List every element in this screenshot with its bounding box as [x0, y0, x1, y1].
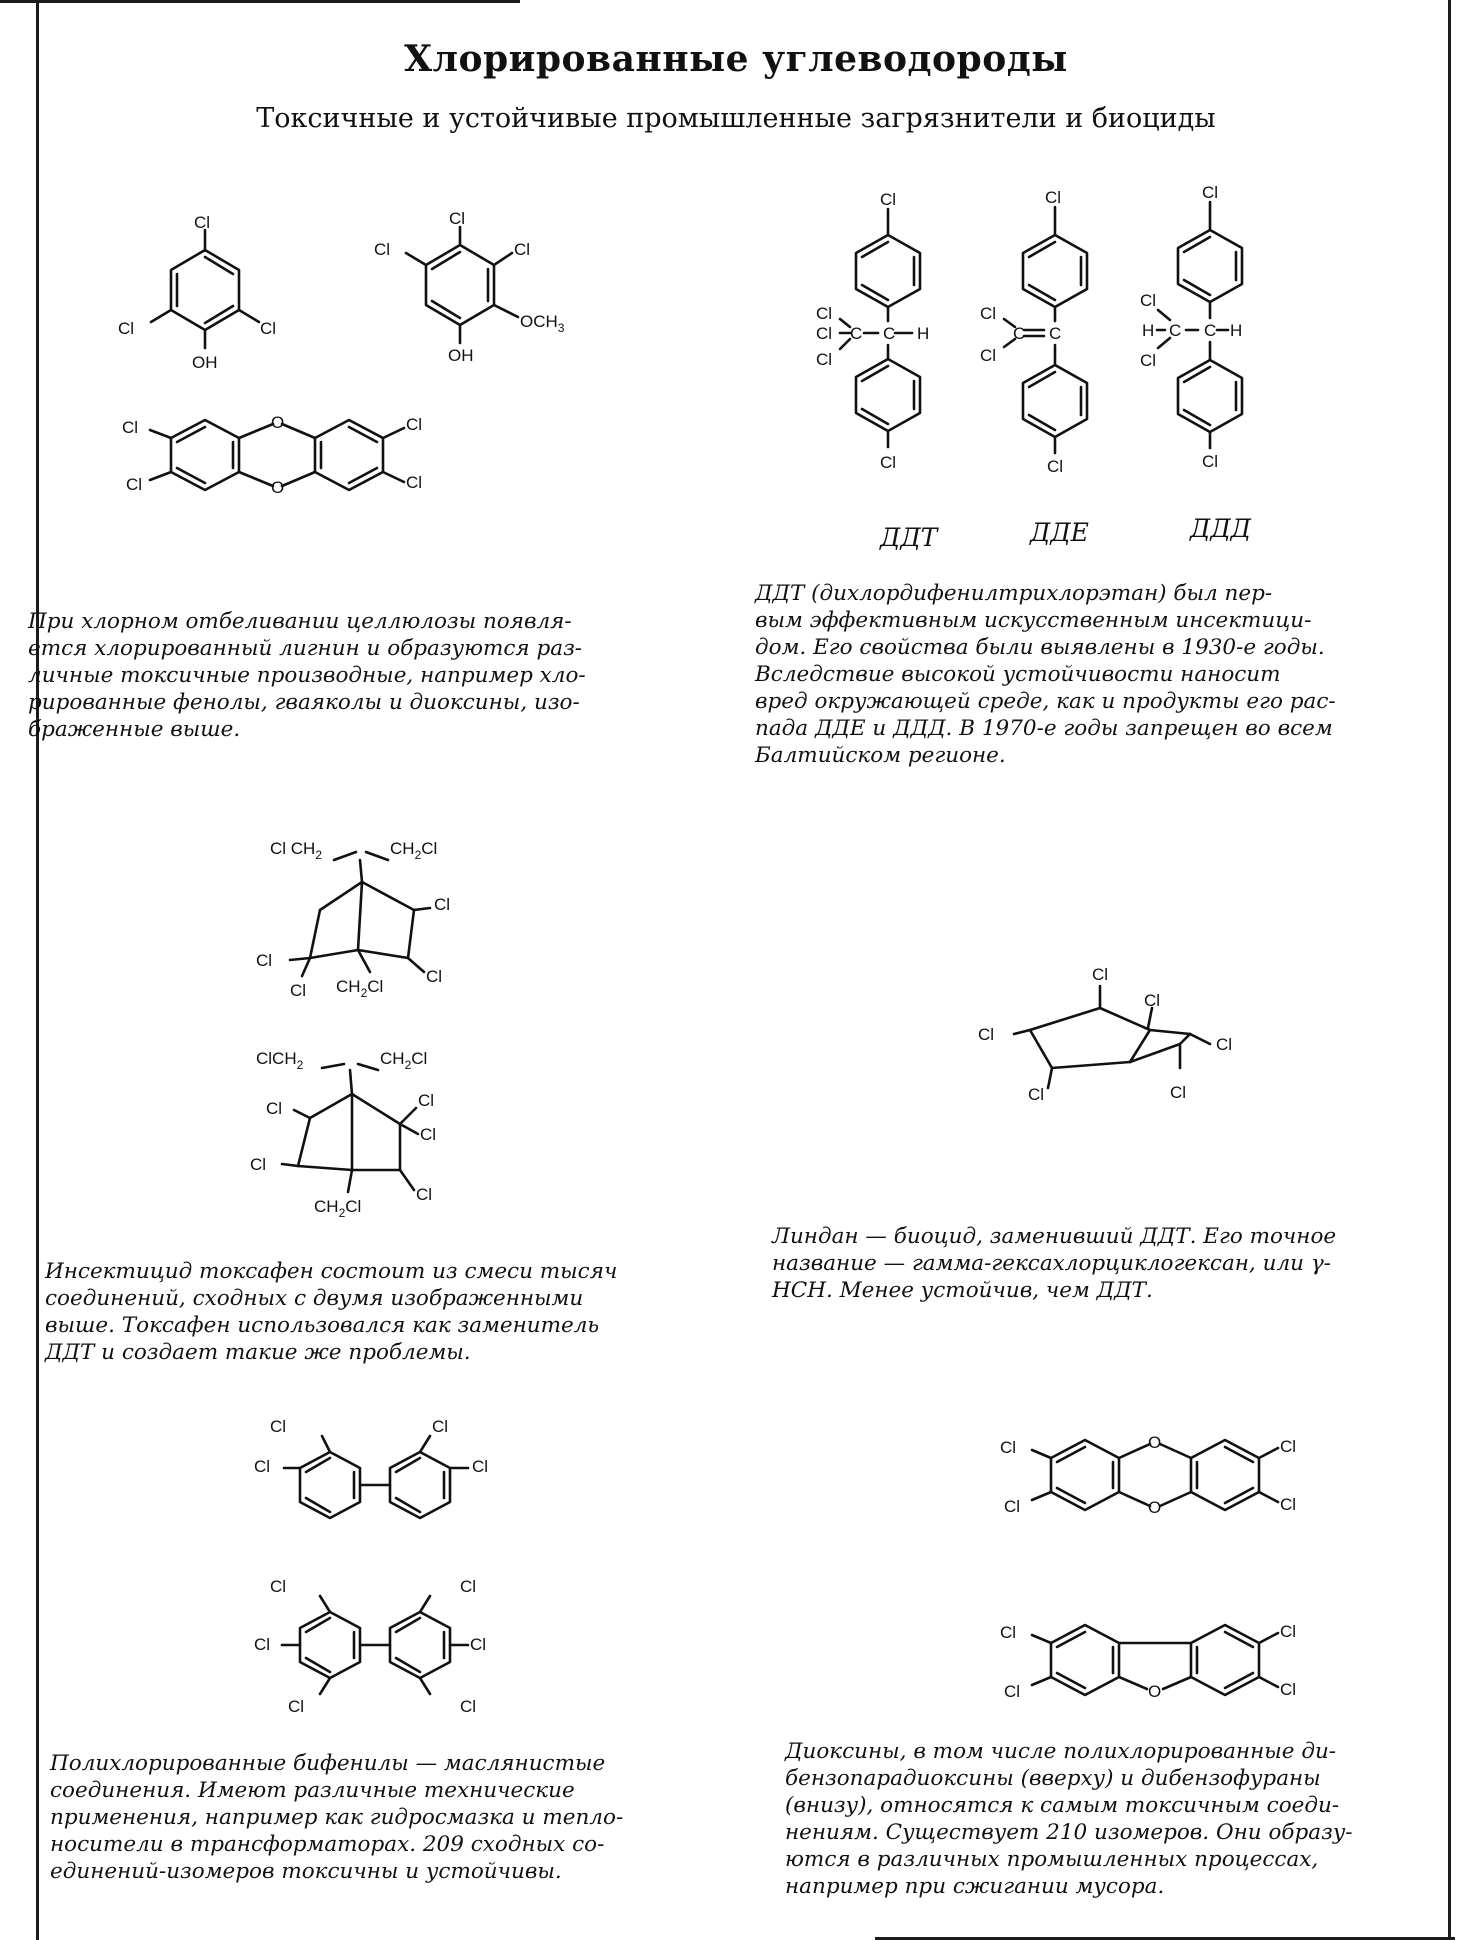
- atom-cl: Cl: [426, 967, 443, 986]
- label-ddt: ДДТ: [880, 523, 938, 552]
- atom-cl: Cl: [449, 209, 466, 228]
- atom-ch2cl: $CH_2Cl$: [380, 1049, 428, 1072]
- atom-cl: Cl: [1047, 457, 1064, 476]
- atom-o: O: [271, 478, 285, 497]
- atom-cl: Cl: [420, 1125, 437, 1144]
- caption-pcb: Полихлорированные бифенилы — маслянистые соединения. Имеют различные технические применения, например как гидросмазка и тепло- носители в трансформаторах. 209 сходных со- единений-изомеров токсичны и устойчивы.: [50, 1751, 624, 1884]
- atom-cl: Cl: [1004, 1682, 1021, 1701]
- atom-cl: Cl: [418, 1091, 435, 1110]
- atom-cl: Cl: [254, 1457, 271, 1476]
- ddt-structure: [800, 185, 960, 485]
- atom-cl: Cl: [250, 1155, 267, 1174]
- atom-o: O: [1148, 1682, 1162, 1701]
- caption-lignin: При хлорном отбеливании целлюлозы появля- ется хлорированный лигнин и образуются раз- личные токсичные производные, например хло- рированные фенолы, гваяколы и диоксины, изо- браженные выше.: [28, 609, 586, 742]
- atom-cl: Cl: [472, 1457, 489, 1476]
- atom-cl: Cl: [126, 475, 143, 494]
- atom-cl: Cl: [406, 415, 423, 434]
- toxaphene-structure-1: [250, 830, 510, 1020]
- atom-cl: Cl: [978, 1025, 995, 1044]
- atom-c: C: [1169, 321, 1182, 340]
- atom-cl: Cl: [980, 346, 997, 365]
- atom-cl: Cl: [266, 1099, 283, 1118]
- atom-cl: Cl: [1000, 1438, 1017, 1457]
- caption-dioxins: Диоксины, в том числе полихлорированные ди- бензопарадиоксины (вверху) и дибензофураны (внизу), относятся к самым токсичным соеди- нениям. Существует 210 изомеров. Они образу- ются в различных промышленных процессах, например при сжигании мусора.: [785, 1739, 1353, 1899]
- atom-h: H: [1142, 321, 1155, 340]
- atom-cl: Cl: [194, 213, 211, 232]
- atom-ch2cl: $CH_2Cl$: [390, 839, 438, 862]
- atom-oh: OH: [192, 353, 218, 372]
- atom-cl: Cl: [880, 190, 897, 209]
- atom-cl: Cl: [1140, 291, 1157, 310]
- atom-ch2cl: $CH_2Cl$: [336, 977, 384, 1000]
- atom-cl: Cl: [122, 418, 139, 437]
- atom-cl: Cl: [1000, 1623, 1017, 1642]
- page-title: Хлорированные углеводороды: [404, 38, 1068, 80]
- dibenzofuran-structure: [990, 1605, 1310, 1715]
- atom-c: C: [1049, 324, 1062, 343]
- atom-c: C: [1204, 321, 1217, 340]
- atom-cl: Cl: [816, 350, 833, 369]
- atom-och3: $OCH_3$: [520, 312, 565, 335]
- trichlorophenol-structure: [110, 210, 300, 390]
- chloroguaiacol-structure: [360, 205, 600, 380]
- caption-toxaphene: Инсектицид токсафен состоит из смеси тысяч соединений, сходных с двумя изображенными выше. Токсафен использовался как заменитель ДДТ и создает такие же проблемы.: [45, 1259, 618, 1365]
- atom-cl: Cl: [980, 304, 997, 323]
- atom-h: H: [917, 324, 930, 343]
- atom-cl: Cl: [1280, 1495, 1297, 1514]
- atom-cl: Cl: [1144, 991, 1161, 1010]
- atom-ch2cl: $CH_2Cl$: [314, 1197, 362, 1220]
- atom-clch2: ClCH$_2$: [256, 1049, 304, 1072]
- atom-cl: Cl: [1202, 452, 1219, 471]
- ddd-structure: [1120, 180, 1280, 480]
- atom-c: C: [883, 324, 896, 343]
- atom-cl: Cl: [1045, 188, 1062, 207]
- atom-cl: Cl: [260, 319, 277, 338]
- atom-cl: Cl: [1202, 183, 1219, 202]
- atom-cl: Cl: [270, 1417, 287, 1436]
- atom-cl: Cl: [270, 1577, 287, 1596]
- atom-o: O: [1148, 1433, 1162, 1452]
- page-border-left: [36, 0, 39, 1940]
- atom-cl: Cl: [1280, 1622, 1297, 1641]
- page-border-top: [0, 0, 520, 3]
- atom-cl: Cl: [118, 319, 135, 338]
- pcb-structure-2: [250, 1570, 530, 1720]
- atom-cl: Cl: [254, 1635, 271, 1654]
- atom-cl: Cl: [514, 240, 531, 259]
- atom-cl: Cl: [374, 240, 391, 259]
- atom-o: O: [271, 413, 285, 432]
- atom-o: O: [1148, 1498, 1162, 1517]
- atom-cl: Cl: [1280, 1680, 1297, 1699]
- toxaphene-structure-2: [240, 1040, 500, 1230]
- atom-cl: Cl: [1004, 1497, 1021, 1516]
- atom-oh: OH: [448, 346, 474, 365]
- caption-ddt: ДДТ (дихлордифенилтрихлорэтан) был пер- вым эффективным искусственным инсектици- дом. Его свойства были выявлены в 1930-е годы. Вследствие высокой устойчивости наносит вред окружающей среде, как и продукты его рас- пада ДДЕ и ДДД. В 1970-е годы запрещен во всем Балтийском регионе.: [755, 581, 1336, 768]
- atom-cl: Cl: [434, 895, 451, 914]
- caption-lindane: Линдан — биоцид, заменивший ДДТ. Его точное название — гамма-гексахлорциклогексан, или γ- HCH. Менее устойчив, чем ДДТ.: [772, 1224, 1337, 1303]
- dde-structure: [960, 185, 1120, 485]
- label-ddd: ДДД: [1190, 514, 1251, 543]
- tcdd-structure-left: [110, 400, 450, 510]
- page-border-right: [1448, 0, 1451, 1940]
- atom-cl: Cl: [1216, 1035, 1233, 1054]
- atom-cl: Cl: [816, 304, 833, 323]
- atom-cl: Cl: [880, 453, 897, 472]
- atom-cl: Cl: [1140, 351, 1157, 370]
- lindane-structure: [970, 950, 1250, 1110]
- page-subtitle: Токсичные и устойчивые промышленные загрязнители и биоциды: [256, 103, 1216, 134]
- atom-cl: Cl: [432, 1417, 449, 1436]
- tcdd-structure-right: [990, 1420, 1310, 1530]
- atom-cl: Cl: [1092, 965, 1109, 984]
- atom-c: C: [850, 324, 863, 343]
- atom-cl: Cl: [290, 981, 307, 1000]
- pcb-structure-1: [250, 1410, 520, 1540]
- atom-c: C: [1013, 324, 1026, 343]
- atom-cl: Cl: [416, 1185, 433, 1204]
- atom-cl: Cl: [288, 1697, 305, 1716]
- label-dde: ДДЕ: [1030, 518, 1089, 547]
- atom-cl: Cl: [1170, 1083, 1187, 1102]
- atom-cl: Cl: [1028, 1085, 1045, 1104]
- atom-cl: Cl: [470, 1635, 487, 1654]
- atom-cl: Cl: [816, 324, 833, 343]
- atom-cl-ch2: Cl $CH_2$: [270, 839, 323, 862]
- atom-cl: Cl: [1280, 1437, 1297, 1456]
- atom-cl: Cl: [406, 473, 423, 492]
- atom-cl: Cl: [460, 1577, 477, 1596]
- atom-h: H: [1230, 321, 1243, 340]
- atom-cl: Cl: [460, 1697, 477, 1716]
- atom-cl: Cl: [256, 951, 273, 970]
